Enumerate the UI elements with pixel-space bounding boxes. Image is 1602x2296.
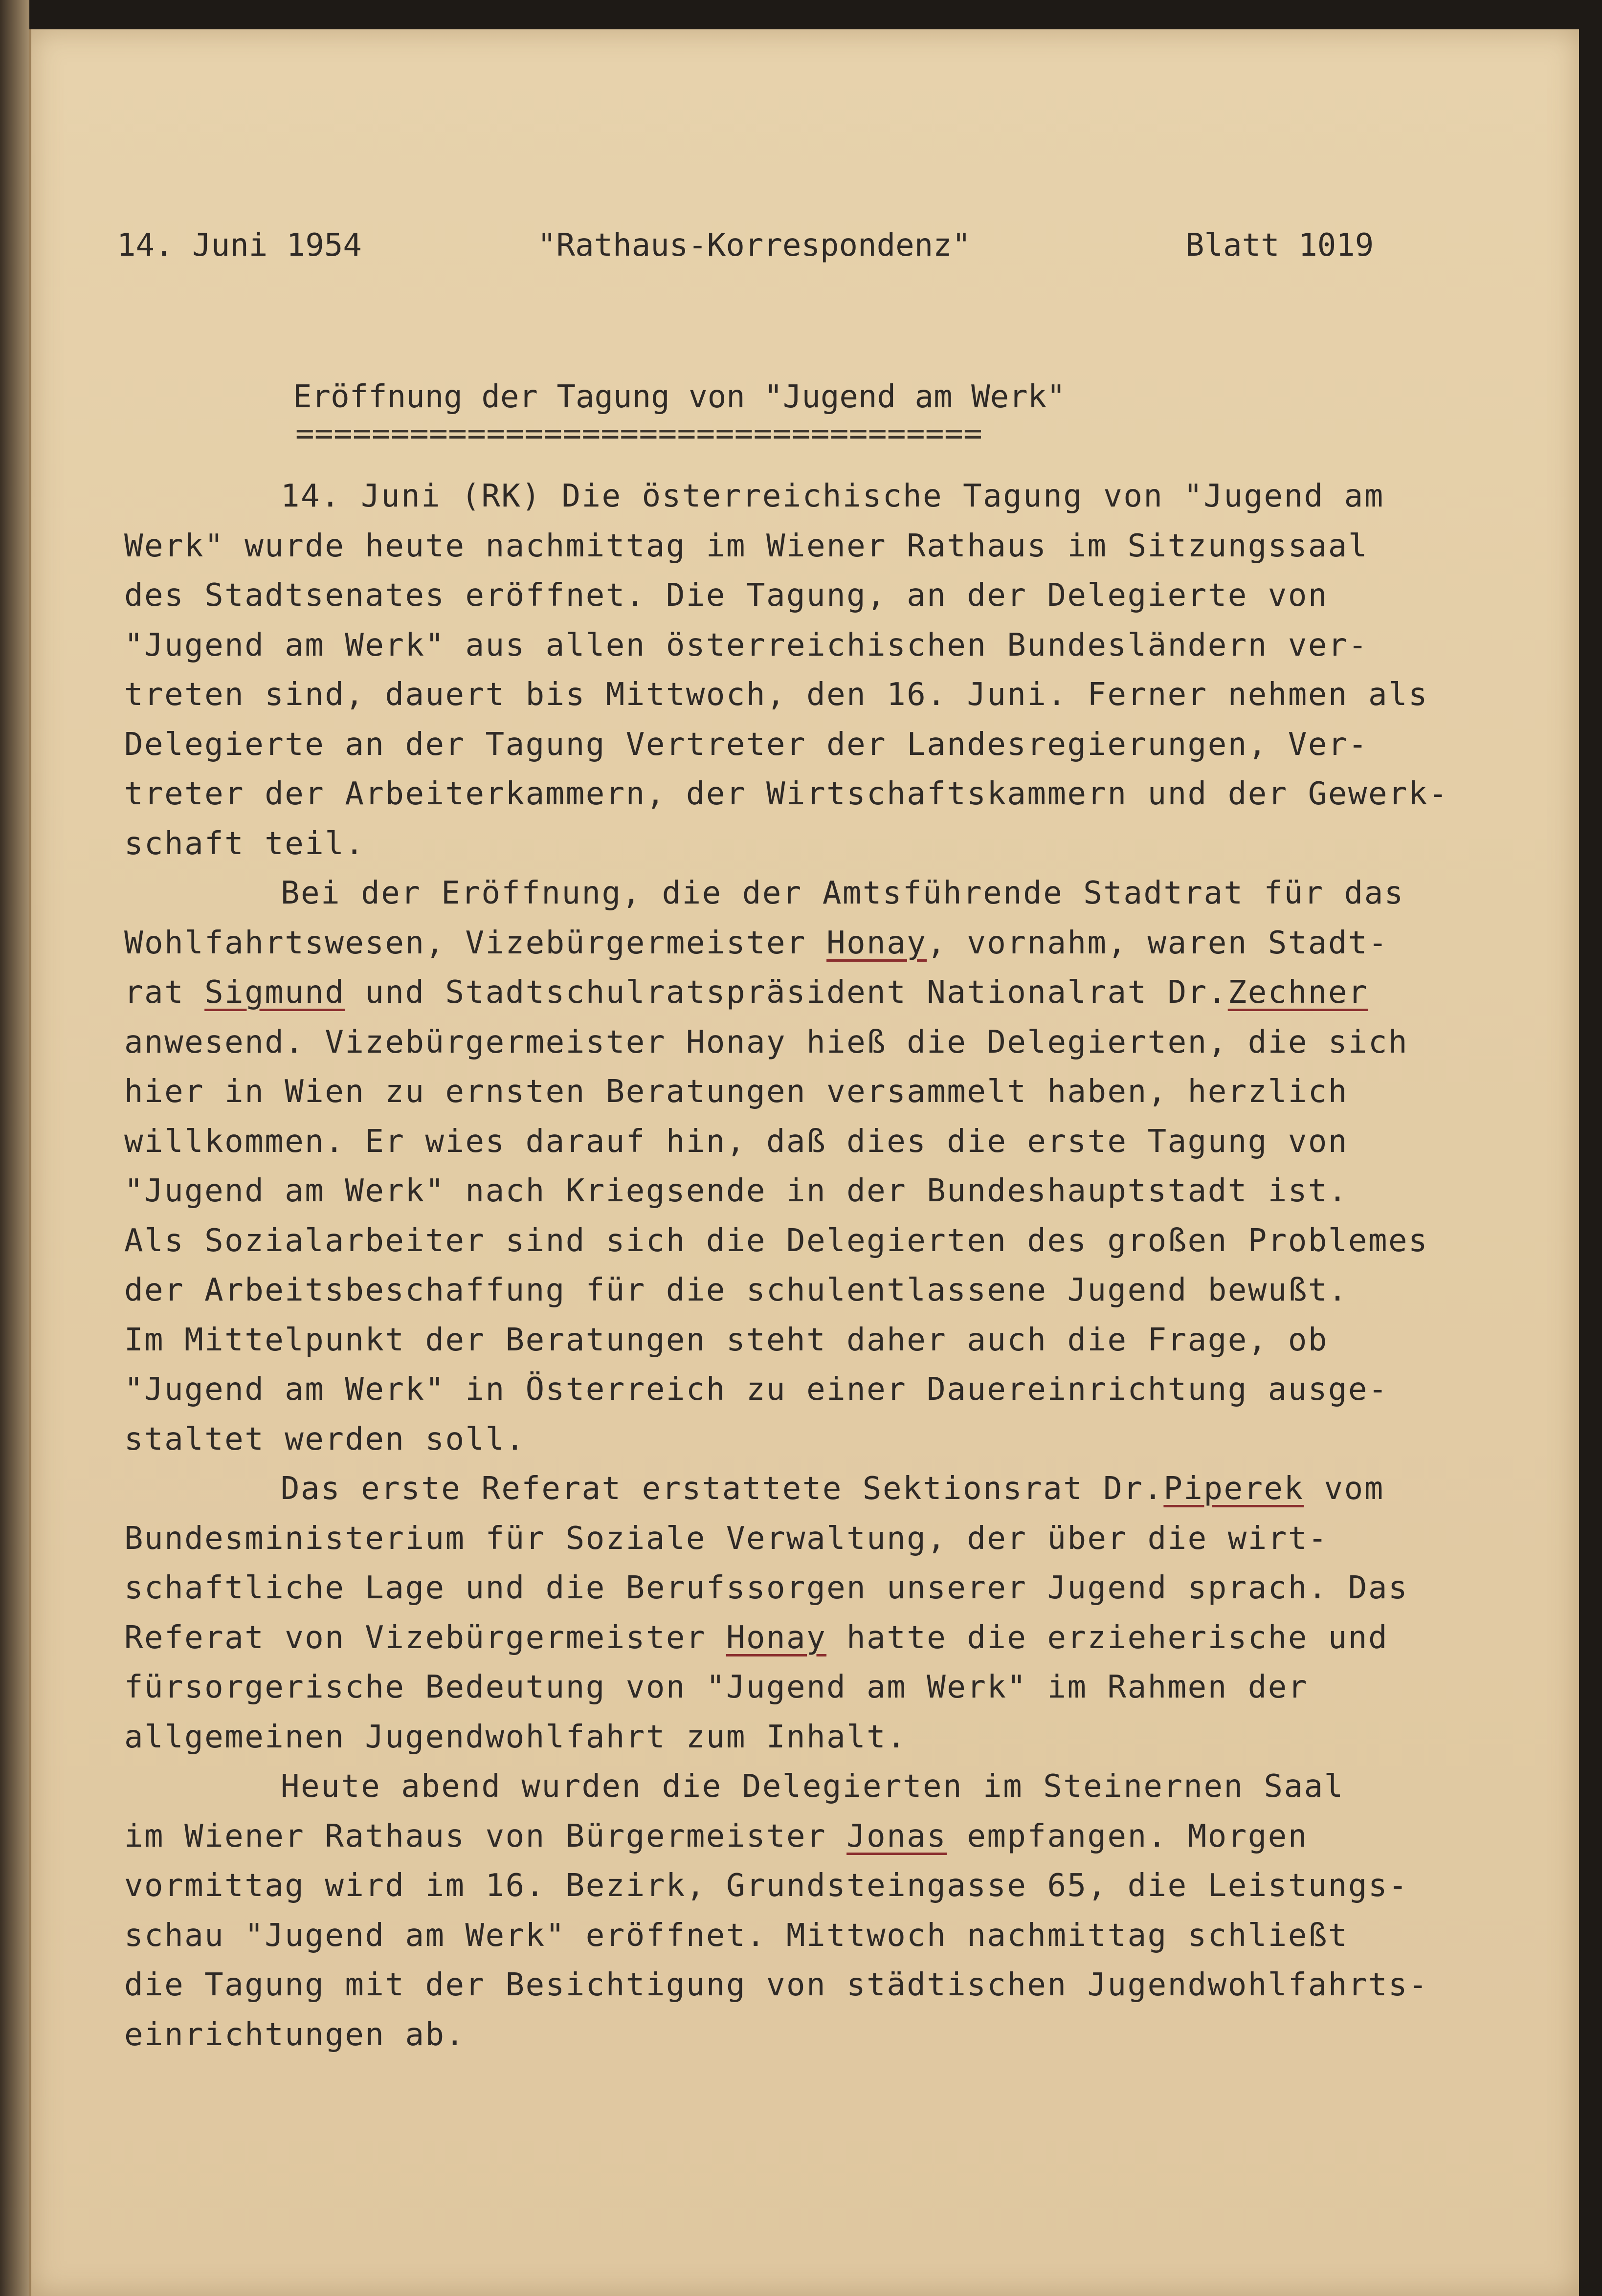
title-double-underline: ==================================== bbox=[295, 416, 983, 452]
article-body bbox=[124, 472, 1542, 2060]
underlined-name: Jonas bbox=[846, 1818, 947, 1854]
body-line: rat Sigmund und Stadtschulratspräsident Nationalrat Dr.Zechner bbox=[124, 974, 1368, 1011]
body-line: Werk" wurde heute nachmittag im Wiener Rathaus im Sitzungssaal bbox=[124, 528, 1368, 564]
body-line: Im Mittelpunkt der Beratungen steht daher auch die Frage, ob bbox=[124, 1322, 1328, 1358]
body-line: willkommen. Er wies darauf hin, daß dies die erste Tagung von bbox=[124, 1123, 1348, 1160]
body-line: anwesend. Vizebürgermeister Honay hieß die Delegierten, die sich bbox=[124, 1024, 1408, 1060]
body-line: Delegierte an der Tagung Vertreter der Landesregierungen, Ver- bbox=[124, 726, 1368, 763]
body-line: fürsorgerische Bedeutung von "Jugend am Werk" im Rahmen der bbox=[124, 1669, 1308, 1705]
underlined-name: Honay bbox=[726, 1619, 827, 1656]
body-line: "Jugend am Werk" nach Kriegsende in der Bundeshauptstadt ist. bbox=[124, 1173, 1348, 1209]
body-line: schaft teil. bbox=[124, 825, 365, 862]
body-line: schaftliche Lage und die Berufssorgen unserer Jugend sprach. Das bbox=[124, 1570, 1408, 1606]
body-line: "Jugend am Werk" in Österreich zu einer Dauereinrichtung ausge- bbox=[124, 1371, 1388, 1408]
body-line: Als Sozialarbeiter sind sich die Delegierten des großen Problemes bbox=[124, 1222, 1429, 1259]
underlined-name: Piperek bbox=[1163, 1471, 1304, 1507]
underlined-name: Sigmund bbox=[204, 974, 345, 1011]
underlined-name: Zechner bbox=[1227, 974, 1368, 1011]
body-line: Heute abend wurden die Delegierten im Steinernen Saal bbox=[281, 1768, 1344, 1805]
body-line: Wohlfahrtswesen, Vizebürgermeister Honay, vornahm, waren Stadt- bbox=[124, 925, 1388, 961]
article-title: Eröffnung der Tagung von "Jugend am Werk" bbox=[293, 379, 1066, 415]
header-date: 14. Juni 1954 bbox=[117, 227, 362, 264]
typewritten-sheet bbox=[29, 29, 1579, 2296]
body-line: im Wiener Rathaus von Bürgermeister Jonas empfangen. Morgen bbox=[124, 1818, 1308, 1854]
body-line: hier in Wien zu ernsten Beratungen versammelt haben, herzlich bbox=[124, 1074, 1348, 1110]
body-line: 14. Juni (RK) Die österreichische Tagung von "Jugend am bbox=[281, 478, 1384, 514]
body-line: treter der Arbeiterkammern, der Wirtschaftskammern und der Gewerk- bbox=[124, 776, 1449, 812]
underlined-name: Honay bbox=[826, 925, 927, 961]
body-line: einrichtungen ab. bbox=[124, 2016, 466, 2053]
book-binding bbox=[0, 0, 29, 2296]
header-sheet-number: Blatt 1019 bbox=[1185, 227, 1374, 264]
body-line: treten sind, dauert bis Mittwoch, den 16. Juni. Ferner nehmen als bbox=[124, 677, 1429, 713]
header-source: "Rathaus-Korrespondenz" bbox=[537, 227, 971, 264]
body-line: allgemeinen Jugendwohlfahrt zum Inhalt. bbox=[124, 1719, 907, 1755]
body-line: Referat von Vizebürgermeister Honay hatte die erzieherische und bbox=[124, 1619, 1388, 1656]
body-line: Das erste Referat erstattete Sektionsrat Dr.Piperek vom bbox=[281, 1471, 1384, 1507]
body-line: staltet werden soll. bbox=[124, 1421, 526, 1457]
body-line: die Tagung mit der Besichtigung von städtischen Jugendwohlfahrts- bbox=[124, 1967, 1429, 2003]
body-line: des Stadtsenates eröffnet. Die Tagung, an der Delegierte von bbox=[124, 577, 1328, 614]
body-line: Bei der Eröffnung, die der Amtsführende Stadtrat für das bbox=[281, 875, 1404, 911]
body-line: Bundesministerium für Soziale Verwaltung, der über die wirt- bbox=[124, 1520, 1328, 1557]
body-line: vormittag wird im 16. Bezirk, Grundsteingasse 65, die Leistungs- bbox=[124, 1868, 1408, 1904]
body-line: schau "Jugend am Werk" eröffnet. Mittwoch nachmittag schließt bbox=[124, 1917, 1348, 1954]
body-line: der Arbeitsbeschaffung für die schulentlassene Jugend bewußt. bbox=[124, 1272, 1348, 1308]
body-line: "Jugend am Werk" aus allen österreichischen Bundesländern ver- bbox=[124, 627, 1368, 663]
